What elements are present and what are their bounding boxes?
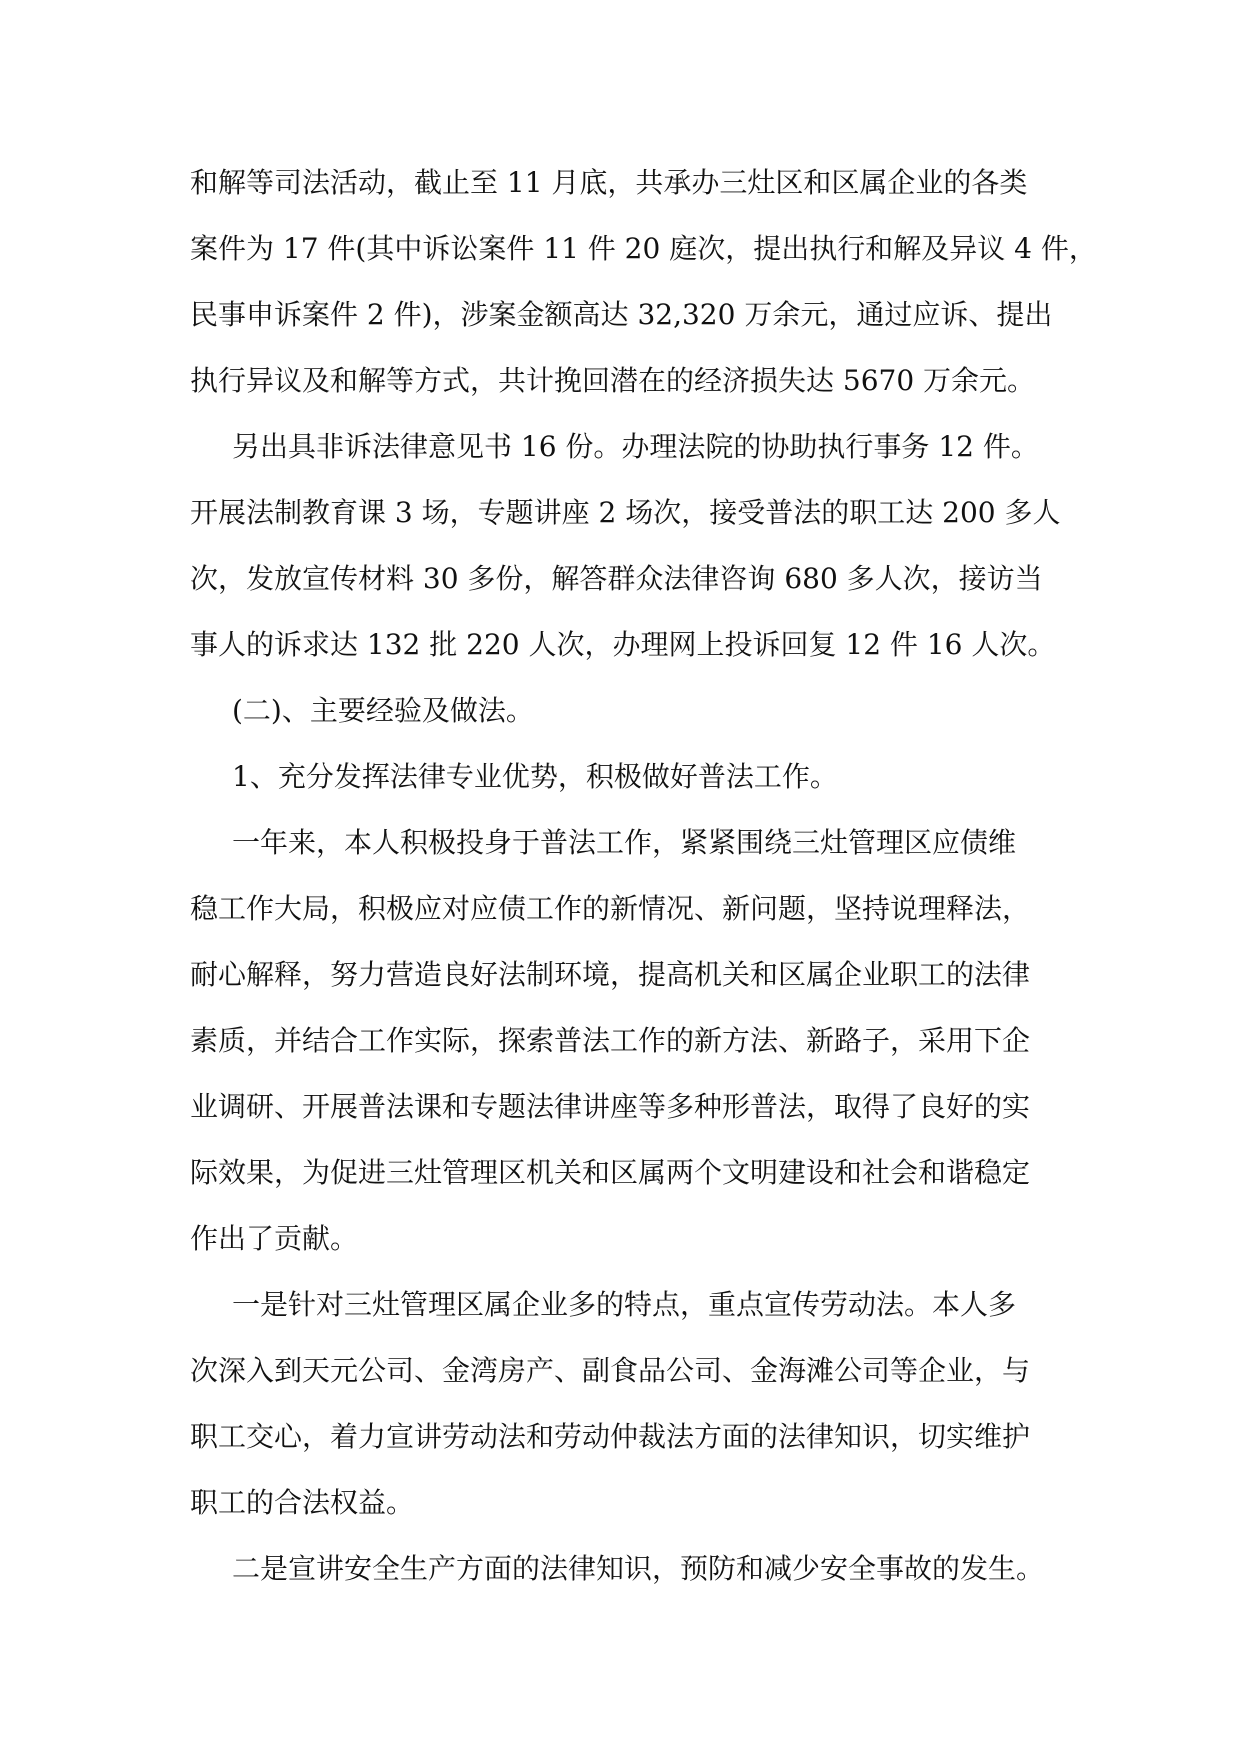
text-line-1: 和解等司法活动，截止至 11 月底，共承办三灶区和区属企业的各类 xyxy=(190,166,1028,199)
text-line-20: 职工交心，着力宣讲劳动法和劳动仲裁法方面的法律知识，切实维护 xyxy=(190,1420,1031,1453)
text-line-7: 次，发放宣传材料 30 多份，解答群众法律咨询 680 多人次，接访当 xyxy=(190,562,1043,595)
text-line-19: 次深入到天元公司、金湾房产、副食品公司、金海滩公司等企业，与 xyxy=(190,1354,1031,1387)
text-line-12: 稳工作大局，积极应对应债工作的新情况、新问题，坚持说理释法， xyxy=(190,892,1031,925)
text-line-18: 一是针对三灶管理区属企业多的特点，重点宣传劳动法。本人多 xyxy=(232,1288,1017,1321)
subheading-1: 1、充分发挥法律专业优势，积极做好普法工作。 xyxy=(232,760,838,793)
text-line-22: 二是宣讲安全生产方面的法律知识，预防和减少安全事故的发生。 xyxy=(232,1552,1045,1585)
text-line-16: 际效果，为促进三灶管理区机关和区属两个文明建设和社会和谐稳定 xyxy=(190,1156,1031,1189)
section-heading-2: (二)、主要经验及做法。 xyxy=(232,694,534,727)
text-line-14: 素质，并结合工作实际，探索普法工作的新方法、新路子，采用下企 xyxy=(190,1024,1031,1057)
text-line-17: 作出了贡献。 xyxy=(190,1222,359,1255)
text-line-5: 另出具非诉法律意见书 16 份。办理法院的协助执行事务 12 件。 xyxy=(232,430,1039,463)
text-line-3: 民事申诉案件 2 件)，涉案金额高达 32,320 万余元，通过应诉、提出 xyxy=(190,298,1053,331)
text-line-15: 业调研、开展普法课和专题法律讲座等多种形普法，取得了良好的实 xyxy=(190,1090,1031,1123)
text-line-8: 事人的诉求达 132 批 220 人次，办理网上投诉回复 12 件 16 人次。 xyxy=(190,628,1056,661)
text-line-13: 耐心解释，努力营造良好法制环境，提高机关和区属企业职工的法律 xyxy=(190,958,1031,991)
text-line-6: 开展法制教育课 3 场，专题讲座 2 场次，接受普法的职工达 200 多人 xyxy=(190,496,1061,529)
document-body xyxy=(190,150,1097,1602)
text-line-2: 案件为 17 件(其中诉讼案件 11 件 20 庭次，提出执行和解及异议 4 件， xyxy=(190,232,1097,265)
text-line-4: 执行异议及和解等方式，共计挽回潜在的经济损失达 5670 万余元。 xyxy=(190,364,1036,397)
text-line-11: 一年来，本人积极投身于普法工作，紧紧围绕三灶管理区应债维 xyxy=(232,826,1017,859)
text-line-21: 职工的合法权益。 xyxy=(190,1486,415,1519)
